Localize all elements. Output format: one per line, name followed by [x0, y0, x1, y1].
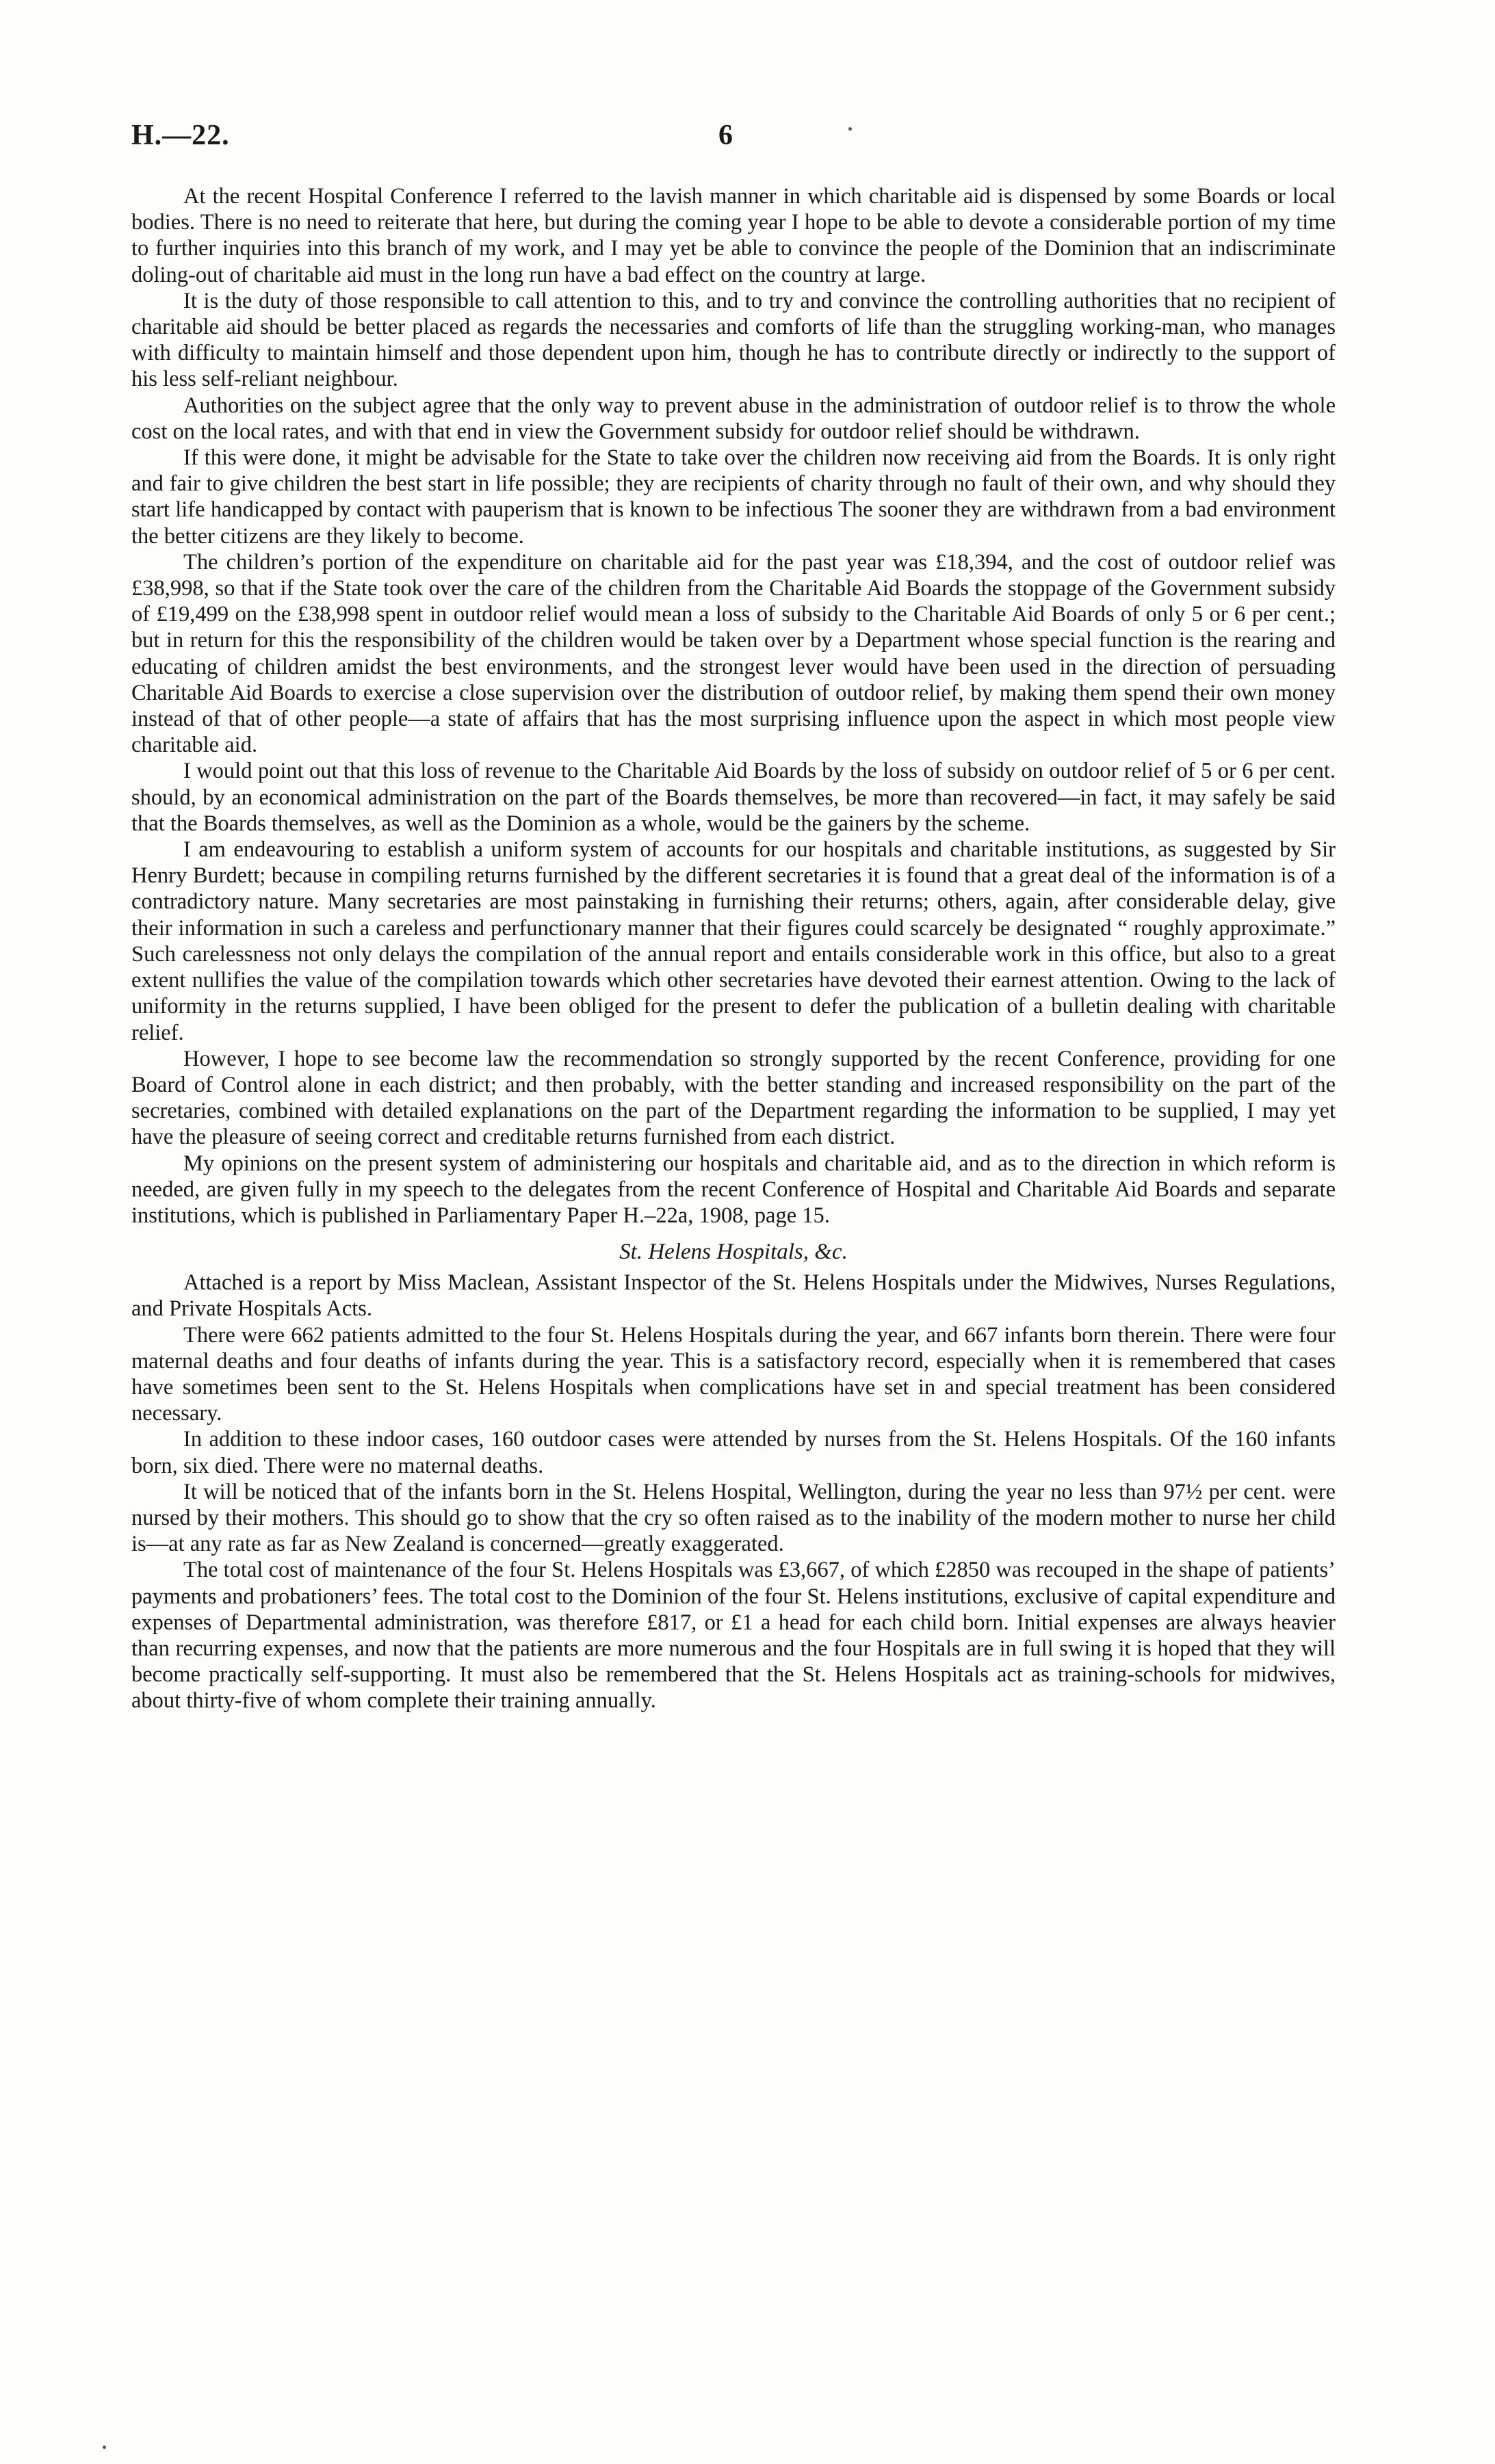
paragraph-maclean-report: Attached is a report by Miss Maclean, Assistant Inspector of the St. Helens Hospitals under the Midwives, Nurses Regulations, and Private Hospitals Acts.: [131, 1270, 1336, 1322]
document-code: H.—22.: [131, 120, 230, 151]
paragraph-loss-of-revenue: I would point out that this loss of revenue to the Charitable Aid Boards by the loss of subsidy on outdoor relief of 5 or 6 per cent. should, by an economical administration on the part of the Boards themselves, be more than recovered—in fact, it may safely be said that the Boards themselves, as well as the Dominion as a whole, would be the gainers by the scheme.: [131, 759, 1336, 836]
paragraph-uniform-accounts: I am endeavouring to establish a uniform system of accounts for our hospitals and charitable institutions, as suggested by Sir Henry Burdett; because in compiling returns furnished by the different secretaries it is found that a great deal of the information is of a contradictory nature. Many secretaries are most painstaking in furnishing their returns; others, again, after considerable delay, give their information in such a careless and perfunctionary manner that their figures could scarcely be designated “ roughly approximate.” Such carelessness not only delays the compilation of the annual report and entails considerable work in this office, but also to a great extent nullifies the value of the compilation towards which other secretaries have devoted their earnest attention. Owing to the lack of uniformity in the returns supplied, I have been obliged for the present to defer the publication of a bulletin dealing with charitable relief.: [131, 837, 1336, 1045]
paragraph-children-expenditure: The children’s portion of the expenditure on charitable aid for the past year was £18,394, and the cost of outdoor relief was £38,998, so that if the State took over the care of the children from the Charitable Aid Boards the stoppage of the Government subsidy of £19,499 on the £38,998 spent in outdoor relief would mean a loss of subsidy to the Charitable Aid Boards of only 5 or 6 per cent.; but in return for this the responsibility of the children would be taken over by a Department whose special function is the rearing and educating of children amidst the best environments, and the strongest lever would have been used in the direction of persuading Charitable Aid Boards to exercise a close supervision over the distribution of outdoor relief, by making them spend their own money instead of that of other people—a state of affairs that has the most surprising influence upon the aspect in which most people view charitable aid.: [131, 549, 1336, 758]
paragraph-lavish-charitable-aid: At the recent Hospital Conference I referred to the lavish manner in which charitable aid is dispensed by some Boards or local bodies. There is no need to reiterate that here, but during the coming year I hope to be able to devote a considerable portion of my time to further inquiries into this branch of my work, and I may yet be able to convince the people of the Dominion that an indiscriminate doling-out of charitable aid must in the long run have a bad effect on the country at large.: [131, 184, 1336, 287]
page-number: 6: [718, 120, 733, 151]
scan-speck: [103, 2446, 106, 2449]
section-heading-st-helens: St. Helens Hospitals, &c.: [619, 1240, 848, 1265]
body-text: [131, 183, 1336, 1714]
paragraph-outdoor-relief-cost: Authorities on the subject agree that the only way to prevent abuse in the administration of outdoor relief is to throw the whole cost on the local rates, and with that end in view the Government subsidy for outdoor relief should be withdrawn.: [131, 393, 1336, 444]
running-header: [131, 115, 1336, 156]
paragraph-total-cost: The total cost of maintenance of the four St. Helens Hospitals was £3,667, of which £2850 was recouped in the shape of patients’ payments and probationers’ fees. The total cost to the Dominion of the four St. Helens institutions, exclusive of capital expenditure and expenses of Departmental administration, was therefore £817, or £1 a head for each child born. Initial expenses are always heavier than recurring expenses, and now that the patients are more numerous and the four Hospitals are in full swing it is hoped that they will become practically self-supporting. It must also be remembered that the St. Helens Hospitals act as training-schools for midwives, about thirty-five of whom complete their training annually.: [131, 1558, 1336, 1714]
paragraph-nursed-by-mothers: It will be noticed that of the infants born in the St. Helens Hospital, Wellington, during the year no less than 97½ per cent. were nursed by their mothers. This should go to show that the cry so often raised as to the inability of the modern mother to nurse her child is—at any rate as far as New Zealand is concerned—greatly exaggerated.: [131, 1479, 1336, 1557]
paragraph-patients-admitted: There were 662 patients admitted to the four St. Helens Hospitals during the year, and 667 infants born therein. There were four maternal deaths and four deaths of infants during the year. This is a satisfactory record, especially when it is remembered that cases have sometimes been sent to the St. Helens Hospitals when complications have set in and special treatment has been considered necessary.: [131, 1322, 1336, 1426]
paragraph-board-of-control: However, I hope to see become law the recommendation so strongly supported by the recent Conference, providing for one Board of Control alone in each district; and then probably, with the better standing and increased responsibility on the part of the secretaries, combined with detailed explanations on the part of the Department regarding the information to be supplied, I may yet have the pleasure of seeing correct and creditable returns furnished from each district.: [131, 1046, 1336, 1150]
scan-speck: [848, 127, 852, 131]
paragraph-state-take-over-children: If this were done, it might be advisable for the State to take over the children now receiving aid from the Boards. It is only right and fair to give children the best start in life possible; they are recipients of charity through no fault of their own, and why should they start life handicapped by contact with pauperism that is known to be infectious The sooner they are withdrawn from a bad environment the better citizens are they likely to become.: [131, 445, 1336, 549]
paragraph-duty-of-authorities: It is the duty of those responsible to call attention to this, and to try and convince the controlling authorities that no recipient of charitable aid should be better placed as regards the necessaries and comforts of life than the struggling working-man, who manages with difficulty to maintain himself and those dependent upon him, though he has to contribute directly or indirectly to the support of his less self-reliant neighbour.: [131, 288, 1336, 392]
paragraph-outdoor-cases: In addition to these indoor cases, 160 outdoor cases were attended by nurses from the St. Helens Hospitals. Of the 160 infants born, six died. There were no maternal deaths.: [131, 1427, 1336, 1478]
paragraph-opinions-reform: My opinions on the present system of administering our hospitals and charitable aid, and as to the direction in which reform is needed, are given fully in my speech to the delegates from the recent Conference of Hospital and Charitable Aid Boards and separate institutions, which is published in Parliamentary Paper H.–22a, 1908, page 15.: [131, 1151, 1336, 1228]
